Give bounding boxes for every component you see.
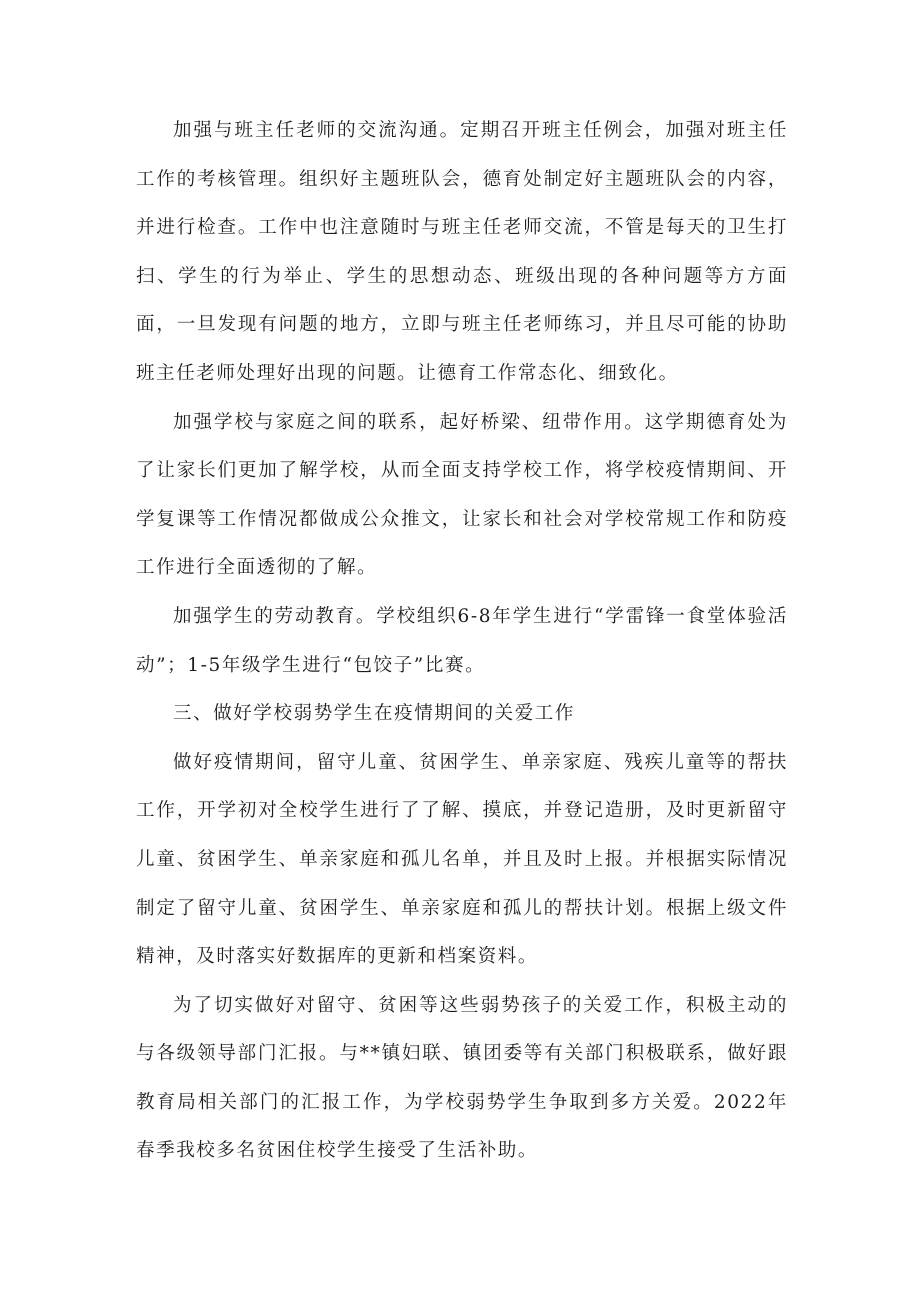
- paragraph-reporting-and-support: 为了切实做好对留守、贫困等这些弱势孩子的关爱工作，积极主动的与各级领导部门汇报。与**镇妇联、镇团委等有关部门积极联系，做好跟教育局相关部门的汇报工作，为学校弱势学生争取到多方关爱。2022年春季我校多名贫困住校学生接受了生活补助。: [136, 994, 788, 1162]
- paragraph-assistance-work: 做好疫情期间，留守儿童、贫困学生、单亲家庭、残疾儿童等的帮扶工作，开学初对全校学生进行了了解、摸底，并登记造册，及时更新留守儿童、贫困学生、单亲家庭和孤儿名单，并且及时上报。并根据实际情况制定了留守儿童、贫困学生、单亲家庭和孤儿的帮扶计划。根据上级文件精神，及时落实好数据库的更新和档案资料。: [136, 751, 788, 968]
- paragraph-labor-education: 加强学生的劳动教育。学校组织6-8年学生进行“学雷锋一食堂体验活动”；1-5年级学生进行“包饺子”比赛。: [136, 605, 788, 676]
- paragraph-home-school-connection: 加强学校与家庭之间的联系，起好桥梁、纽带作用。这学期德育处为了让家长们更加了解学校，从而全面支持学校工作，将学校疫情期间、开学复课等工作情况都做成公众推文，让家长和社会对学校常规工作和防疫工作进行全面透彻的了解。: [136, 411, 788, 579]
- document-body: [136, 107, 788, 1176]
- paragraph-class-teacher-communication: 加强与班主任老师的交流沟通。定期召开班主任例会，加强对班主任工作的考核管理。组织好主题班队会，德育处制定好主题班队会的内容，并进行检查。工作中也注意随时与班主任老师交流，不管是每天的卫生打扫、学生的行为举止、学生的思想动态、班级出现的各种问题等方方面面，一旦发现有问题的地方，立即与班主任老师练习，并且尽可能的协助班主任老师处理好出现的问题。让德育工作常态化、细致化。: [136, 120, 788, 384]
- section-heading-care-work: 三、做好学校弱势学生在疫情期间的关爱工作: [173, 703, 576, 725]
